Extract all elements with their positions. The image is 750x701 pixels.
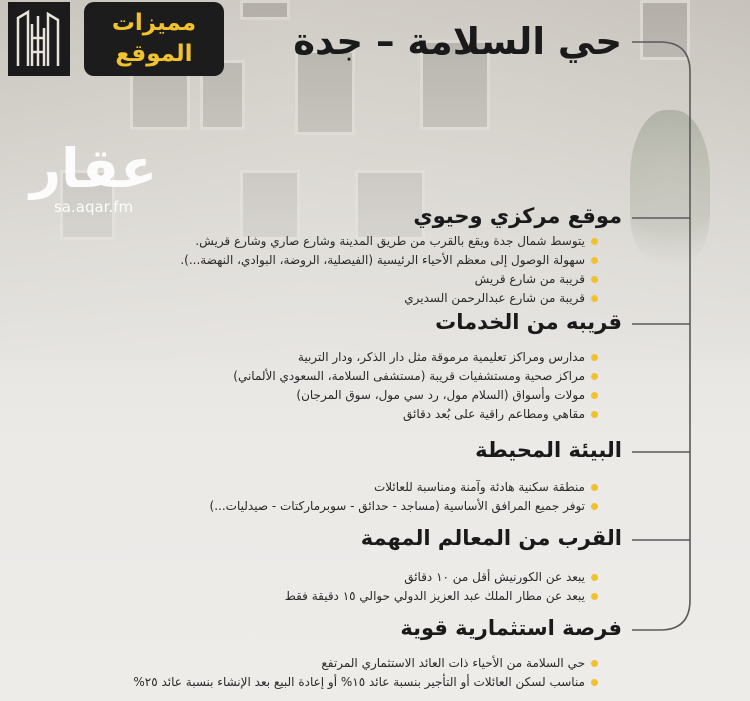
badge-line-2: الموقع	[115, 41, 193, 67]
list-item: قريبة من شارع عبدالرحمن السديري	[180, 289, 598, 308]
section-title-central-location: موقع مركزي وحيوي	[413, 204, 622, 228]
list-item: منطقة سكنية هادئة وآمنة ومناسبة للعائلات	[210, 478, 598, 497]
section-list-investment	[133, 654, 598, 692]
section-title-landmarks: القرب من المعالم المهمة	[360, 526, 622, 550]
section-list-services	[233, 348, 598, 424]
badge-line-1: مميزات	[111, 10, 197, 36]
section-list-central-location	[180, 232, 598, 308]
list-item: حي السلامة من الأحياء ذات العائد الاستثماري المرتفع	[133, 654, 598, 673]
list-item: مراكز صحية ومستشفيات قريبة (مستشفى السلامة، السعودي الألماني)	[233, 367, 598, 386]
list-item: يتوسط شمال جدة ويقع بالقرب من طريق المدينة وشارع صاري وشارع قريش.	[180, 232, 598, 251]
section-list-landmarks	[285, 568, 598, 606]
section-title-investment: فرصة استثمارية قوية	[400, 616, 622, 640]
list-item: مدارس ومراكز تعليمية مرموقة مثل دار الذكر، ودار التربية	[233, 348, 598, 367]
list-item: مناسب لسكن العائلات أو التأجير بنسبة عائد ١٥% أو إعادة البيع بعد الإنشاء بنسبة عائد ٢٥%	[133, 673, 598, 692]
list-item: يبعد عن مطار الملك عبد العزيز الدولي حوالي ١٥ دقيقة فقط	[285, 587, 598, 606]
list-item: يبعد عن الكورنيش أقل من ١٠ دقائق	[285, 568, 598, 587]
section-title-services: قريبه من الخدمات	[435, 310, 622, 334]
section-list-environment	[210, 478, 598, 516]
list-item: توفر جميع المرافق الأساسية (مساجد - حدائق - سوبرماركتات - صيدليات...)	[210, 497, 598, 516]
list-item: قريبة من شارع قريش	[180, 270, 598, 289]
list-item: سهولة الوصول إلى معظم الأحياء الرئيسية (الفيصلية، الروضة، البوادي، النهضة...).	[180, 251, 598, 270]
list-item: مقاهي ومطاعم راقية على بُعد دقائق	[233, 405, 598, 424]
watermark-url: sa.aqar.fm	[53, 198, 134, 216]
section-title-environment: البيئة المحيطة	[475, 438, 622, 462]
list-item: مولات وأسواق (السلام مول، رد سي مول، سوق المرجان)	[233, 386, 598, 405]
page-title: حي السلامة – جدة	[293, 20, 622, 63]
watermark-logo-text: عقار	[30, 137, 158, 200]
